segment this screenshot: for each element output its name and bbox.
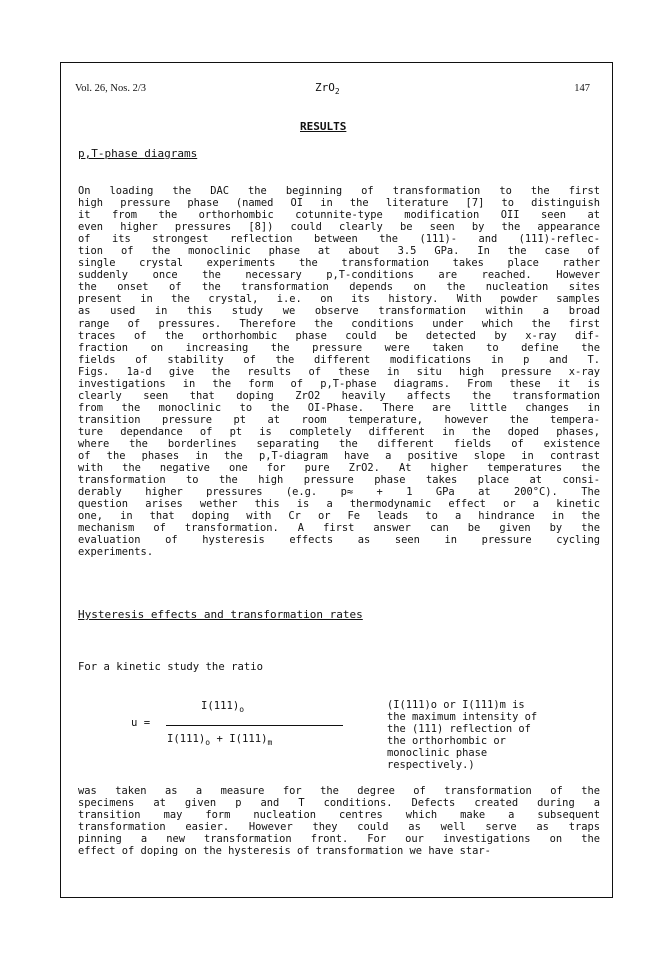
text-line: clearly seen that doping ZrO2 heavily affects the transformation [78,389,600,402]
running-title [315,81,340,94]
section-title: RESULTS [300,120,347,133]
ratio-intro: For a kinetic study the ratio [78,661,263,673]
running-title-base: ZrO [315,81,335,94]
text-line: Figs. 1a-d give the results of these in situ high pressure x-ray [78,365,600,378]
text-line: effect of doping on the hysteresis of transformation we have star- [78,845,491,858]
note-line: (I(111)o or I(111)m is [387,699,525,711]
note-line: monoclinic phase [387,747,488,760]
text-line: derably higher pressures (e.g. p≈ + 1 GPa at 200°C). The [78,486,600,499]
text-line: traces of the orthorhombic phase could be detected by x-ray dif- [78,329,600,342]
text-line: On loading the DAC the beginning of transformation to the first [78,185,600,197]
ratio-formula [131,696,371,756]
text-line: it from the orthorhombic cotunnite-type modification OII seen at [78,209,600,222]
text-line: mechanism of transformation. A first answer can be given by the [78,522,600,535]
text-line: fields of stability of the different modifications in p and T. [78,353,600,366]
text-line: suddenly once the necessary p,T-conditions are reached. However [78,269,600,282]
text-line: from the monoclinic to the OI-Phase. There are little changes in [78,401,600,414]
text-line: tion of the monoclinic phase at about 3.5 GPa. In the case of [78,245,600,258]
journal-volume: Vol. 26, Nos. 2/3 [75,83,146,94]
text-line: of its strongest reflection between the (111)- and (11̄1)-reflec- [78,233,600,246]
text-line: with the negative one for pure ZrO2. At higher temperatures the [78,462,600,475]
text-line: pinning a new transformation front. For our investigations on the [78,833,600,846]
page-frame [60,62,613,898]
formula-numerator: $I(111)_o$ [201,700,245,714]
note-line: the (111) reflection of [387,723,531,736]
text-line: transition pressure pt at room temperature, however the tempera- [78,413,600,426]
formula-lhs: u = [131,717,151,729]
subsection-heading-phase-diagrams: p,T-phase diagrams [78,147,198,160]
text-line: experiments. [78,546,154,559]
paragraph-hysteresis [78,785,600,857]
text-line: evaluation of hysteresis effects as seen in pressure cycling [78,534,600,547]
text-line: where the borderlines separating the different fields of existence [78,437,600,450]
text-line: ture dependance of pt is completely different in the doped phases, [78,425,600,438]
text-line: as used in this study we observe transformation within a broad [78,305,600,318]
text-line: high pressure phase (named OI in the literature [7] to distinguish [78,197,600,210]
text-line: single crystal experiments the transformation takes place rather [78,257,600,270]
formula-note [387,699,537,772]
paragraph-phase-diagrams [78,185,600,558]
text-line: range of pressures. Therefore the conditions under which the first [78,317,600,330]
note-line: respectively.) [387,759,475,772]
text-line: was taken as a measure for the degree of transformation of the [78,785,600,797]
fraction-bar [166,725,343,726]
page-number: 147 [574,83,590,94]
subsection-heading-hysteresis: Hysteresis effects and transformation rates [78,608,363,621]
text-line: investigations in the form of p,T-phase diagrams. From these it is [78,377,600,390]
text-line: fraction on increasing the pressure were taken to define the [78,341,600,354]
formula-denominator: $I(111)_o + I(111)_m$ [167,733,273,747]
note-line: the maximum intensity of [387,711,538,724]
note-line: the orthorhombic or [387,735,506,748]
text-line: transition may form nucleation centres which make a subsequent [78,809,600,822]
text-line: transformation to the high pressure phase takes place at consi- [78,474,600,487]
text-line: question arises wether this is a thermodynamic effect or a kinetic [78,498,600,511]
text-line: the onset of the transformation depends on the nucleation sites [78,281,600,294]
text-line: even higher pressures [8]) could clearly be seen by the appearance [78,221,600,234]
text-line: present in the crystal, i.e. on its history. With powder samples [78,293,600,306]
text-line: transformation easier. However they could as well serve as traps [78,821,600,834]
text-line: one, in that doping with Cr or Fe leads to a hindrance in the [78,510,600,523]
text-line: of the phases in the p,T-diagram have a positive slope in contrast [78,450,600,463]
text-line: specimens at given p and T conditions. Defects created during a [78,797,600,810]
running-title-sub: 2 [334,87,340,96]
